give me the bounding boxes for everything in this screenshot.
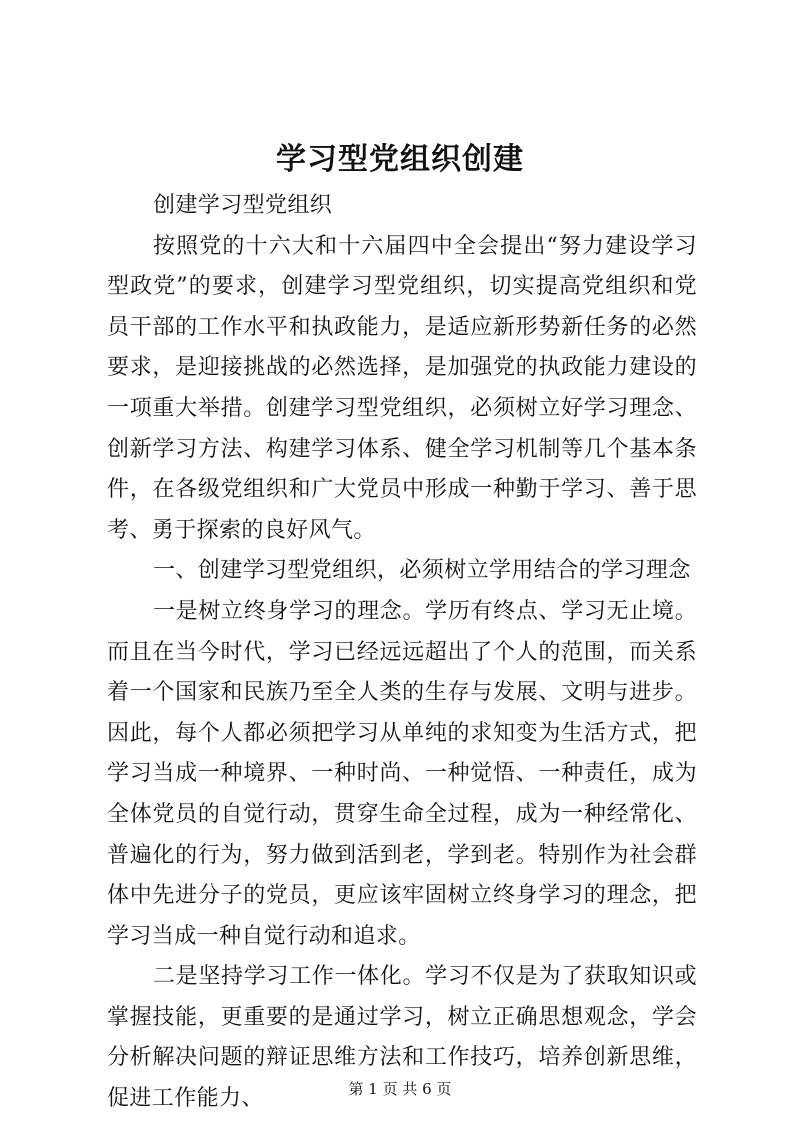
page-footer: 第 1 页 共 6 页 — [348, 1080, 452, 1098]
section-heading: 一、创建学习型党组织，必须树立学用结合的学习理念 — [153, 558, 691, 584]
body-paragraph: 二是坚持学习工作一体化。学习不仅是为了获取知识或掌握技能，更重要的是通过学习，树立正确思想观念，学会分析解决问题的辩证思维方法和工作技巧，培养创新思维，促进工作能力、 — [107, 964, 697, 1112]
intro-paragraph: 按照党的十六大和十六届四中全会提出“努力建设学习型政党”的要求，创建学习型党组织，切实提高党组织和党员干部的工作水平和执政能力，是适应新形势新任务的必然要求，是迎接挑战的必然选择，是加强党的执政能力建设的一项重大举措。创建学习型党组织，必须树立好学习理念、创新学习方法、构建学习体系、健全学习机制等几个基本条件，在各级党组织和广大党员中形成一种勤于学习、善于思考、勇于探索的良好风气。 — [107, 233, 697, 543]
document-body — [107, 186, 697, 1120]
body-paragraph: 一是树立终身学习的理念。学历有终点、学习无止境。而且在当今时代，学习已经远远超出了个人的范围，而关系着一个国家和民族乃至全人类的生存与发展、文明与进步。因此，每个人都必须把学习从单纯的求知变为生活方式，把学习当成一种境界、一种时尚、一种觉悟、一种责任，成为全体党员的自觉行动，贯穿生命全过程，成为一种经常化、普遍化的行为，努力做到活到老，学到老。特别作为社会群体中先进分子的党员，更应该牢固树立终身学习的理念，把学习当成一种自觉行动和追求。 — [107, 598, 697, 949]
document-title: 学习型党组织创建 — [276, 142, 524, 177]
subtitle-paragraph: 创建学习型党组织 — [153, 193, 333, 218]
